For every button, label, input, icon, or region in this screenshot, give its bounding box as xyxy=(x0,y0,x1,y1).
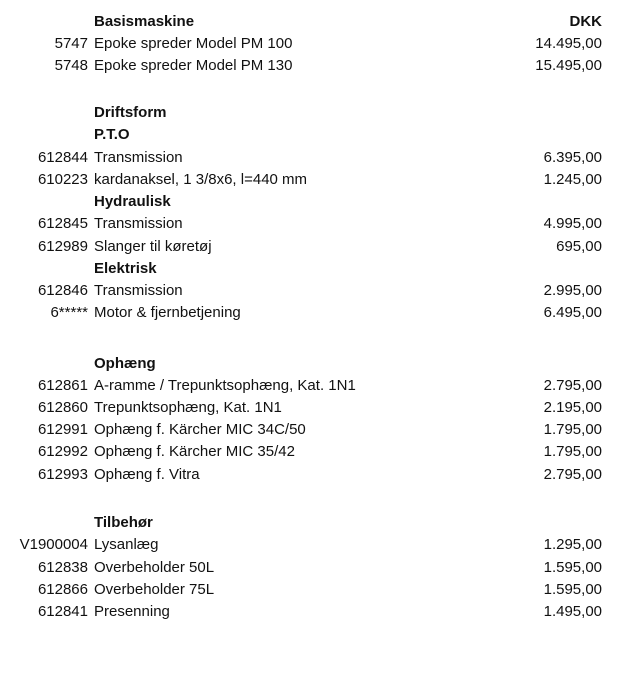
item-description: kardanaksel, 1 3/8x6, l=440 mm xyxy=(94,171,308,188)
item-description: Slanger til køretøj xyxy=(94,238,212,255)
item-price: 2.795,00 xyxy=(543,466,602,483)
item-code: 612991 xyxy=(37,421,88,438)
section-title-tilbehor: Tilbehør xyxy=(94,514,153,531)
item-price: 1.495,00 xyxy=(543,603,602,620)
item-description: Ophæng f. Kärcher MIC 34C/50 xyxy=(94,421,306,438)
item-code: 5748 xyxy=(54,57,88,74)
item-description: Motor & fjernbetjening xyxy=(94,304,241,321)
item-code: 610223 xyxy=(37,171,88,188)
item-code: 612992 xyxy=(37,443,88,460)
table-row xyxy=(0,579,620,601)
item-price: 14.495,00 xyxy=(535,35,602,52)
currency-label: DKK xyxy=(569,13,602,30)
item-code: 612845 xyxy=(37,215,88,232)
item-description: Transmission xyxy=(94,282,183,299)
item-description: Epoke spreder Model PM 130 xyxy=(94,57,293,74)
item-description: Transmission xyxy=(94,215,183,232)
item-description: Overbeholder 75L xyxy=(94,581,215,598)
item-code: 6***** xyxy=(50,304,88,321)
table-row xyxy=(0,280,620,302)
table-row xyxy=(0,557,620,579)
section-title-driftsform: Driftsform xyxy=(94,104,167,121)
item-code: 5747 xyxy=(54,35,88,52)
item-code: 612993 xyxy=(37,466,88,483)
section-heading-row xyxy=(0,102,620,124)
subsection-title-pto: P.T.O xyxy=(94,126,130,143)
item-price: 1.595,00 xyxy=(543,559,602,576)
table-row xyxy=(0,441,620,463)
item-price: 15.495,00 xyxy=(535,57,602,74)
table-row xyxy=(0,375,620,397)
table-row xyxy=(0,419,620,441)
subsection-heading-row xyxy=(0,258,620,280)
item-code: 612841 xyxy=(37,603,88,620)
table-row xyxy=(0,55,620,77)
item-description: A-ramme / Trepunktsophæng, Kat. 1N1 xyxy=(94,377,356,394)
item-code: 612861 xyxy=(37,377,88,394)
item-price: 6.495,00 xyxy=(543,304,602,321)
item-price: 6.395,00 xyxy=(543,149,602,166)
table-row xyxy=(0,302,620,324)
table-row xyxy=(0,169,620,191)
header-row xyxy=(0,11,620,33)
section-heading-row xyxy=(0,353,620,375)
item-price: 1.295,00 xyxy=(543,536,602,553)
table-row xyxy=(0,236,620,258)
item-price: 2.795,00 xyxy=(543,377,602,394)
item-price: 2.995,00 xyxy=(543,282,602,299)
item-description: Ophæng f. Vitra xyxy=(94,466,200,483)
item-price: 1.795,00 xyxy=(543,443,602,460)
item-code: 612846 xyxy=(37,282,88,299)
item-price: 695,00 xyxy=(556,238,602,255)
table-row xyxy=(0,213,620,235)
table-row xyxy=(0,147,620,169)
item-code: V1900004 xyxy=(19,536,88,553)
table-row xyxy=(0,601,620,623)
item-price: 1.795,00 xyxy=(543,421,602,438)
section-title-ophaeng: Ophæng xyxy=(94,355,156,372)
item-code: 612844 xyxy=(37,149,88,166)
section-title-basismaskine: Basismaskine xyxy=(94,13,195,30)
item-price: 2.195,00 xyxy=(543,399,602,416)
item-description: Ophæng f. Kärcher MIC 35/42 xyxy=(94,443,295,460)
table-row xyxy=(0,464,620,486)
item-description: Lysanlæg xyxy=(94,536,159,553)
subsection-title-elektrisk: Elektrisk xyxy=(94,260,157,277)
item-description: Presenning xyxy=(94,603,170,620)
table-row xyxy=(0,33,620,55)
item-price: 4.995,00 xyxy=(543,215,602,232)
subsection-title-hydraulisk: Hydraulisk xyxy=(94,193,171,210)
table-row xyxy=(0,397,620,419)
item-description: Trepunktsophæng, Kat. 1N1 xyxy=(94,399,282,416)
subsection-heading-row xyxy=(0,191,620,213)
item-description: Epoke spreder Model PM 100 xyxy=(94,35,293,52)
item-code: 612860 xyxy=(37,399,88,416)
subsection-heading-row xyxy=(0,124,620,146)
item-price: 1.595,00 xyxy=(543,581,602,598)
item-code: 612838 xyxy=(37,559,88,576)
item-description: Transmission xyxy=(94,149,183,166)
item-code: 612866 xyxy=(37,581,88,598)
section-heading-row xyxy=(0,512,620,534)
item-code: 612989 xyxy=(37,238,88,255)
table-row xyxy=(0,534,620,556)
item-description: Overbeholder 50L xyxy=(94,559,215,576)
item-price: 1.245,00 xyxy=(543,171,602,188)
